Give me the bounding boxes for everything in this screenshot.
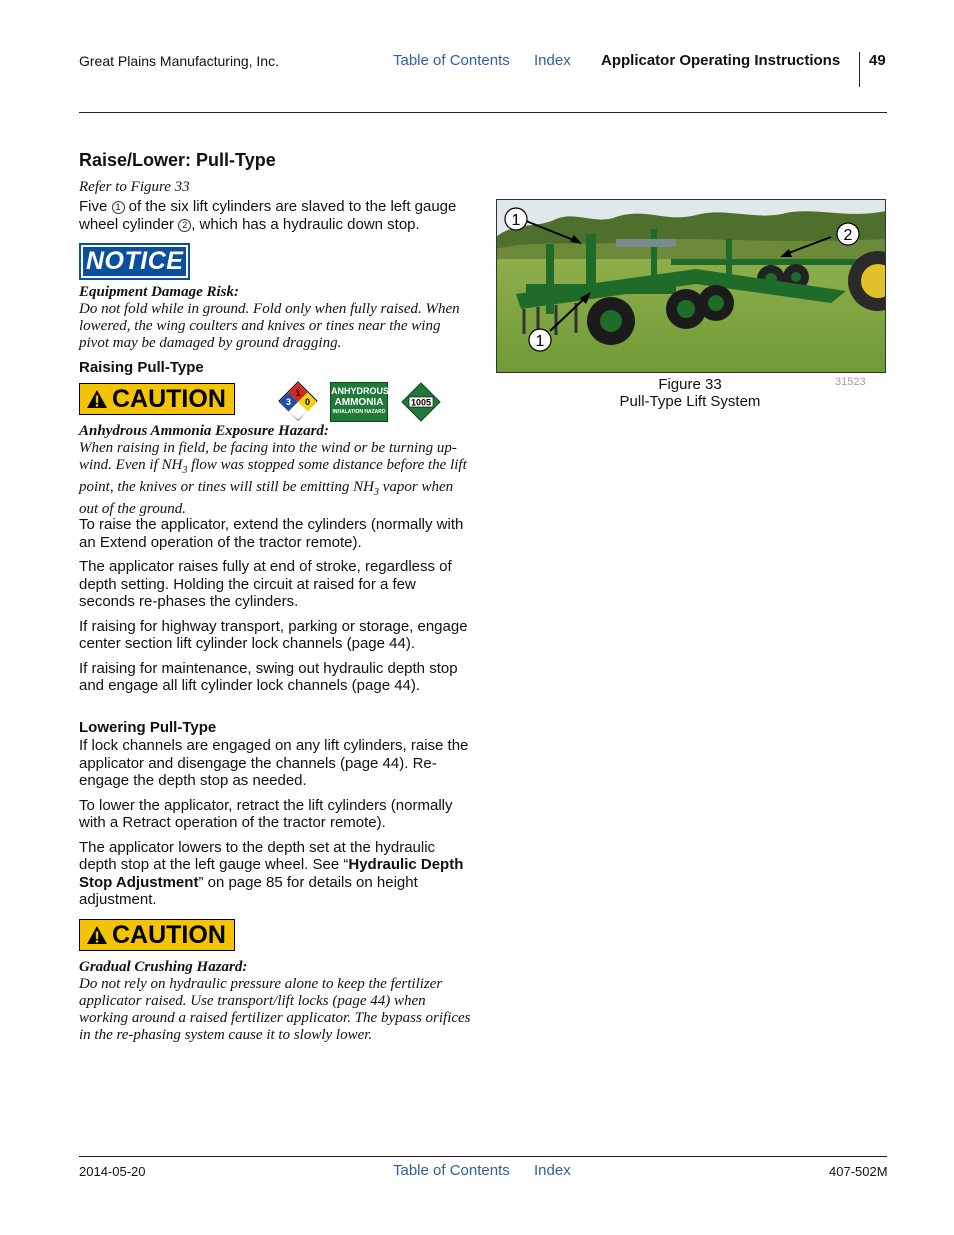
nfpa-diamond-icon (278, 381, 318, 421)
footer-toc-link[interactable]: Table of Contents (393, 1162, 510, 1179)
ammonia-title: Anhydrous Ammonia Exposure Hazard: (79, 423, 329, 439)
warning-triangle-icon (86, 925, 108, 945)
crush-title: Gradual Crushing Hazard: (79, 959, 248, 975)
intro-block (79, 179, 471, 240)
figure-photo (496, 199, 886, 373)
svg-text:1: 1 (535, 333, 545, 350)
header-toc-link[interactable]: Table of Contents (393, 52, 510, 69)
un-placard-icon (401, 382, 441, 422)
caution-label: CAUTION (79, 383, 235, 415)
notice-block (79, 284, 471, 352)
figure-number: Figure 33 (658, 376, 722, 393)
doc-number: 407-502M (829, 1164, 888, 1179)
company-name: Great Plains Manufacturing, Inc. (79, 53, 279, 69)
notice-text: Do not fold while in ground. Fold only when fully raised. When lowered, the wing coulters and knives or tines near the wing pivot may be damaged by ground dragging. (79, 301, 460, 351)
intro-paragraph: Five 1 of the six lift cylinders are slaved to the left gauge wheel cylinder 2 , which has a hydraulic down stop. (79, 198, 457, 233)
svg-text:2: 2 (843, 227, 853, 244)
footer-date: 2014-05-20 (79, 1164, 146, 1179)
footer-index-link[interactable]: Index (534, 1162, 571, 1179)
lower-paragraph-3: The applicator lowers to the depth set at the hydraulic depth stop at the left gauge wheel. See “Hydraulic Depth Stop Adjustment” on page 85 for details on height adjustment. (79, 838, 464, 908)
svg-text:1: 1 (295, 388, 301, 398)
lower-paragraph-1: If lock channels are engaged on any lift cylinders, raise the applicator and disengage the channels (page 44). Re-engage the depth stop as needed. (79, 737, 469, 789)
figure-reference: Refer to Figure 33 (79, 179, 190, 195)
section-title: Applicator Operating Instructions (601, 52, 841, 69)
header-index-link[interactable]: Index (534, 52, 571, 69)
raising-body (79, 516, 471, 702)
header-rule (79, 112, 887, 113)
figure-image-id: 31523 (835, 376, 866, 388)
raise-paragraph-1: To raise the applicator, extend the cylinders (normally with an Extend operation of the tractor remote). (79, 516, 464, 551)
raise-paragraph-2: The applicator raises fully at end of stroke, regardless of depth setting. Holding the circuit at raised for a few seconds re-phases the cylinders. (79, 558, 452, 610)
callout-marker-2: 2 (178, 219, 191, 232)
ammonia-text: When raising in field, be facing into the wind or be turning up-wind. Even if $NH_3$ flow was stopped some distance before the lift point, the knives or tines will still be emitting $NH_3$ vapor when out of the ground. (79, 440, 467, 517)
svg-text:3: 3 (285, 397, 292, 407)
notice-title: Equipment Damage Risk: (79, 284, 240, 300)
warning-triangle-icon (86, 389, 108, 409)
lowering-heading: Lowering Pull-Type (79, 719, 217, 736)
ammonia-placard: ANHYDROUS AMMONIA INHALATION HAZARD (330, 382, 388, 422)
ammonia-block (79, 423, 471, 518)
lowering-body (79, 719, 471, 916)
raising-heading: Raising Pull-Type (79, 359, 204, 376)
svg-text:1005: 1005 (410, 397, 432, 408)
raise-paragraph-4: If raising for maintenance, swing out hydraulic depth stop and engage all lift cylinder lock channels (page 44). (79, 659, 458, 694)
crush-block (79, 959, 471, 1044)
figure-title: Pull-Type Lift System (619, 393, 761, 410)
crush-text: Do not rely on hydraulic pressure alone to keep the fertilizer applicator raised. Use transport/lift locks (page 44) when working around a raised fertilizer applicator. The bypass orifices in the re-phasing system cause it to slowly lower. (79, 976, 471, 1043)
lower-paragraph-2: To lower the applicator, retract the lift cylinders (normally with a Retract operation of the tractor remote). (79, 796, 453, 831)
svg-text:0: 0 (304, 397, 311, 407)
notice-label: NOTICE (79, 243, 190, 280)
footer-rule (79, 1156, 887, 1157)
caution-label-2: CAUTION (79, 919, 235, 951)
page-number: 49 (869, 52, 886, 69)
header-divider (859, 52, 860, 87)
figure-caption (580, 376, 800, 410)
raise-paragraph-3: If raising for highway transport, parking or storage, engage center section lift cylinder lock channels (page 44). (79, 617, 468, 652)
svg-text:1: 1 (511, 212, 521, 229)
page-title: Raise/Lower: Pull-Type (79, 150, 276, 170)
callout-marker-1: 1 (112, 201, 125, 214)
